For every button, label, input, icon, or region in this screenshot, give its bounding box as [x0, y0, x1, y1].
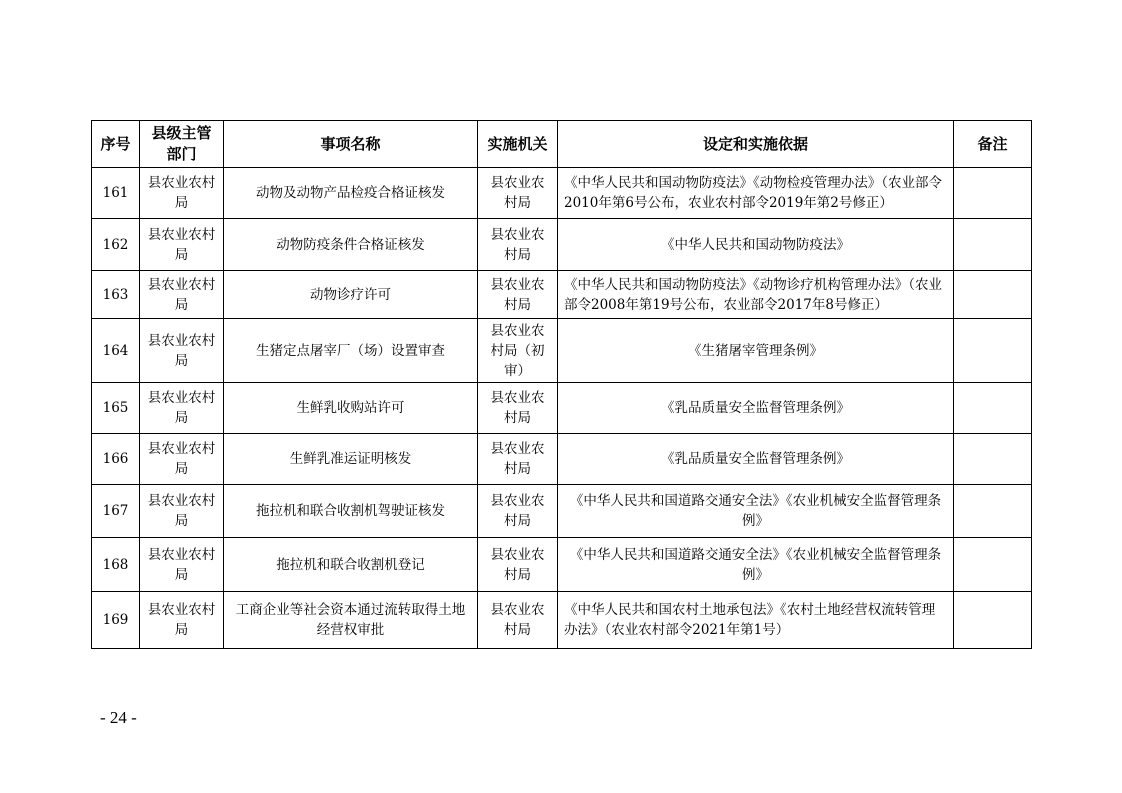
cell-agency: 县农业农村局 — [478, 434, 558, 485]
page-number: - 24 - — [100, 708, 137, 727]
cell-agency: 县农业农村局（初审） — [478, 319, 558, 383]
cell-item: 拖拉机和联合收割机驾驶证核发 — [224, 485, 478, 538]
cell-basis: 《中华人民共和国动物防疫法》 — [558, 219, 954, 271]
cell-item: 工商企业等社会资本通过流转取得土地经营权审批 — [224, 592, 478, 649]
cell-dept: 县农业农村局 — [140, 383, 224, 434]
table-row — [92, 168, 1032, 219]
cell-basis: 《中华人民共和国道路交通安全法》《农业机械安全监督管理条例》 — [558, 538, 954, 592]
cell-seq: 164 — [92, 319, 140, 383]
cell-dept: 县农业农村局 — [140, 485, 224, 538]
cell-agency: 县农业农村局 — [478, 485, 558, 538]
cell-agency: 县农业农村局 — [478, 592, 558, 649]
table-row — [92, 383, 1032, 434]
table-row — [92, 538, 1032, 592]
cell-item: 动物防疫条件合格证核发 — [224, 219, 478, 271]
cell-note — [954, 271, 1032, 319]
table-row — [92, 485, 1032, 538]
cell-item: 生鲜乳准运证明核发 — [224, 434, 478, 485]
cell-note — [954, 538, 1032, 592]
table-row — [92, 319, 1032, 383]
cell-item: 生猪定点屠宰厂（场）设置审查 — [224, 319, 478, 383]
table-row — [92, 434, 1032, 485]
table-header-row — [92, 121, 1032, 168]
cell-note — [954, 485, 1032, 538]
cell-agency: 县农业农村局 — [478, 383, 558, 434]
cell-agency: 县农业农村局 — [478, 168, 558, 219]
cell-item: 拖拉机和联合收割机登记 — [224, 538, 478, 592]
header-agency: 实施机关 — [478, 121, 558, 168]
cell-note — [954, 319, 1032, 383]
header-seq: 序号 — [92, 121, 140, 168]
cell-seq: 165 — [92, 383, 140, 434]
cell-seq: 166 — [92, 434, 140, 485]
cell-item: 动物及动物产品检疫合格证核发 — [224, 168, 478, 219]
cell-dept: 县农业农村局 — [140, 319, 224, 383]
cell-basis: 《乳品质量安全监督管理条例》 — [558, 383, 954, 434]
cell-dept: 县农业农村局 — [140, 434, 224, 485]
cell-basis: 《中华人民共和国动物防疫法》《动物诊疗机构管理办法》（农业部令2008年第19号公布，农业部令2017年8号修正） — [558, 271, 954, 319]
cell-basis: 《生猪屠宰管理条例》 — [558, 319, 954, 383]
header-item: 事项名称 — [224, 121, 478, 168]
cell-agency: 县农业农村局 — [478, 271, 558, 319]
table-row — [92, 271, 1032, 319]
header-dept: 县级主管部门 — [140, 121, 224, 168]
header-note: 备注 — [954, 121, 1032, 168]
cell-dept: 县农业农村局 — [140, 592, 224, 649]
cell-basis: 《中华人民共和国道路交通安全法》《农业机械安全监督管理条例》 — [558, 485, 954, 538]
cell-note — [954, 219, 1032, 271]
cell-note — [954, 383, 1032, 434]
cell-seq: 169 — [92, 592, 140, 649]
cell-seq: 168 — [92, 538, 140, 592]
cell-seq: 162 — [92, 219, 140, 271]
cell-agency: 县农业农村局 — [478, 219, 558, 271]
table-row — [92, 592, 1032, 649]
cell-dept: 县农业农村局 — [140, 271, 224, 319]
header-basis: 设定和实施依据 — [558, 121, 954, 168]
cell-item: 动物诊疗许可 — [224, 271, 478, 319]
cell-basis: 《中华人民共和国动物防疫法》《动物检疫管理办法》（农业部令2010年第6号公布，农业农村部令2019年第2号修正） — [558, 168, 954, 219]
cell-note — [954, 434, 1032, 485]
cell-item: 生鲜乳收购站许可 — [224, 383, 478, 434]
cell-basis: 《乳品质量安全监督管理条例》 — [558, 434, 954, 485]
cell-dept: 县农业农村局 — [140, 538, 224, 592]
cell-note — [954, 168, 1032, 219]
cell-dept: 县农业农村局 — [140, 168, 224, 219]
cell-seq: 167 — [92, 485, 140, 538]
cell-seq: 161 — [92, 168, 140, 219]
cell-seq: 163 — [92, 271, 140, 319]
cell-note — [954, 592, 1032, 649]
cell-dept: 县农业农村局 — [140, 219, 224, 271]
table-row — [92, 219, 1032, 271]
approval-items-table — [91, 120, 1032, 649]
cell-basis: 《中华人民共和国农村土地承包法》《农村土地经营权流转管理办法》（农业农村部令2021年第1号） — [558, 592, 954, 649]
cell-agency: 县农业农村局 — [478, 538, 558, 592]
